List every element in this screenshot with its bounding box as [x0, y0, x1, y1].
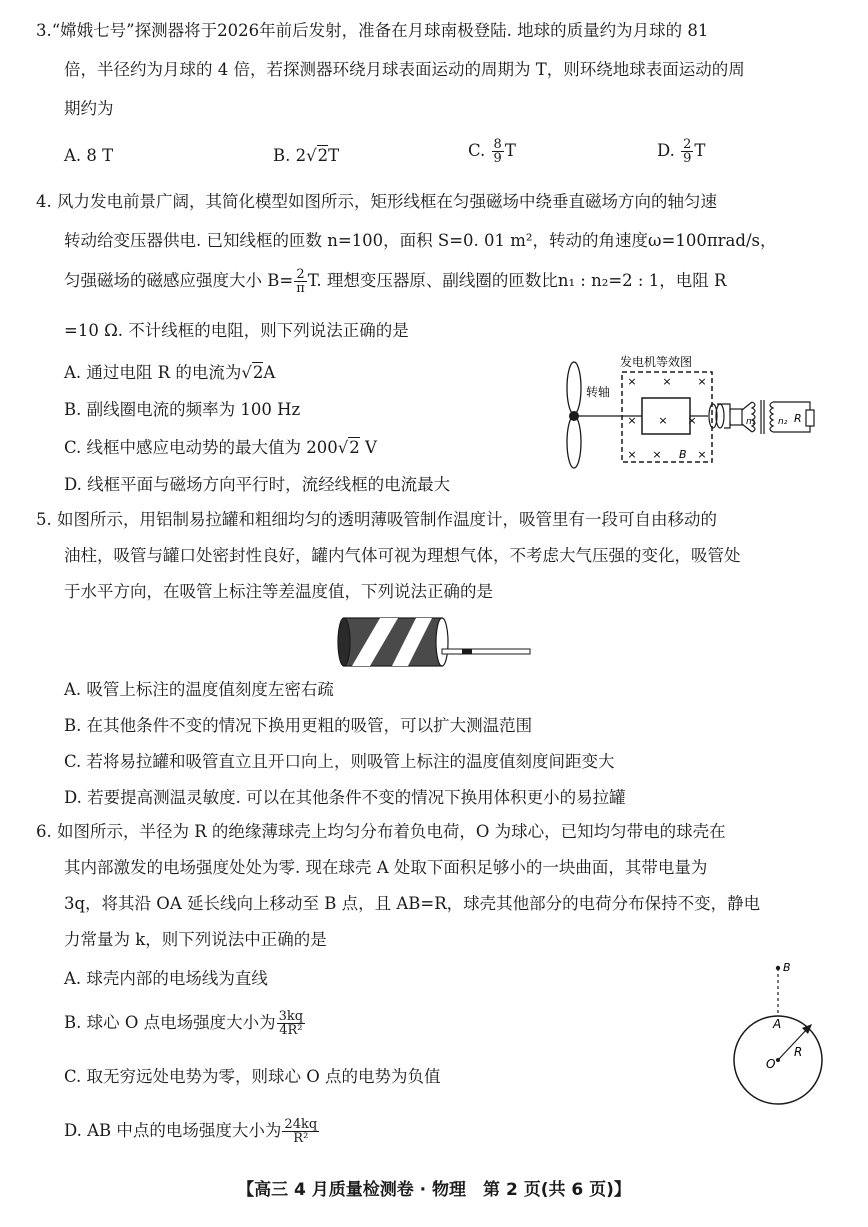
- field-cross-icon: ×: [697, 375, 707, 388]
- can-top: [436, 618, 448, 666]
- q3-option-b: B. 2√2T: [273, 146, 340, 165]
- q5-option-d: D. 若要提高测温灵敏度. 可以在其他条件不变的情况下换用体积更小的易拉罐: [64, 788, 626, 807]
- q4-option-a: A. 通过电阻 R 的电流为√2A: [64, 363, 276, 382]
- secondary-coil: [770, 402, 773, 432]
- wire: [724, 422, 730, 428]
- page-footer: 【高三 4 月质量检测卷 · 物理 第 2 页(共 6 页)】: [237, 1180, 631, 1200]
- q6-stem-line-3: 3q，将其沿 OA 延长线向上移动至 B 点，且 AB=R，球壳其他部分的电荷分布保持不变，静电: [64, 894, 761, 913]
- field-cross-icon: ×: [627, 448, 637, 461]
- label-r: R: [794, 1045, 803, 1059]
- q4-stem-line-1: 4. 风力发电前景广阔，其简化模型如图所示，矩形线框在匀强磁场中绕垂直磁场方向的轴匀速: [36, 192, 717, 211]
- q6-stem-line-1: 6. 如图所示，半径为 R 的绝缘薄球壳上均匀分布着负电荷，O 为球心，已知均匀带电的球壳在: [36, 822, 726, 841]
- field-cross-icon: ×: [697, 448, 707, 461]
- q3-stem-line-1: 3.“嫦娥七号”探测器将于2026年前后发射，准备在月球南极登陆. 地球的质量约为月球的 81: [36, 21, 709, 40]
- q5-option-b: B. 在其他条件不变的情况下换用更粗的吸管，可以扩大测温范围: [64, 716, 533, 735]
- q4-stem-line-3: 匀强磁场的磁感应强度大小 B= $\frac{2}{\pi}$ T. 理想变压器原、副线圈的匝数比n₁ : n₂=2 : 1，电阻 R: [64, 267, 727, 296]
- q4-option-c: C. 线框中感应电动势的最大值为 200√2 V: [64, 438, 377, 457]
- field-cross-icon: ×: [687, 414, 697, 427]
- radius-arrow: [778, 1028, 808, 1060]
- primary-circuit: [730, 409, 742, 425]
- q4-stem-line-4: =10 Ω. 不计线框的电阻，则下列说法正确的是: [64, 321, 409, 340]
- resistor-label: R: [794, 412, 802, 425]
- q3-stem-line-3: 期约为: [64, 99, 114, 118]
- wire: [742, 402, 752, 410]
- q6-option-d: D. AB 中点的电场强度大小为 $\frac{24kq}{\text{R²}}$: [64, 1117, 318, 1146]
- q3-stem-line-2: 倍，半径约为月球的 4 倍，若探测器环绕月球表面运动的周期为 T，则环绕地球表面运动的周: [64, 60, 745, 79]
- point-b: [776, 966, 780, 970]
- can-bottom: [338, 618, 350, 666]
- wire: [773, 402, 810, 410]
- q5-stem-line-1: 5. 如图所示，用铝制易拉罐和粗细均匀的透明薄吸管制作温度计，吸管里有一段可自由移动的: [36, 510, 717, 529]
- q3-option-c: C. $\frac{8}{9}$ T: [468, 137, 516, 166]
- resistor: [806, 410, 814, 426]
- straw: [442, 649, 530, 654]
- field-cross-icon: ×: [627, 414, 637, 427]
- field-cross-icon: ×: [627, 375, 637, 388]
- q3-option-a: A. 8 T: [64, 146, 114, 165]
- label-o: O: [766, 1057, 776, 1071]
- label-a: A: [773, 1017, 782, 1031]
- can-thermometer-figure: [336, 612, 536, 672]
- blade-icon: [567, 362, 581, 414]
- field-cross-icon: ×: [662, 375, 672, 388]
- generator-diagram: [548, 352, 828, 482]
- q4-stem-line-2: 转动给变压器供电. 已知线框的匝数 n=100，面积 S=0. 01 m²，转动的角速度ω=100πrad/s，: [64, 231, 777, 250]
- q5-option-c: C. 若将易拉罐和吸管直立且开口向上，则吸管上标注的温度值刻度间距变大: [64, 752, 615, 771]
- q4-option-b: B. 副线圈电流的频率为 100 Hz: [64, 400, 301, 419]
- q6-stem-line-4: 力常量为 k，则下列说法中正确的是: [64, 930, 327, 949]
- q6-option-c: C. 取无穷远处电势为零，则球心 O 点的电势为负值: [64, 1067, 441, 1086]
- q4-option-d: D. 线框平面与磁场方向平行时，流经线框的电流最大: [64, 475, 451, 494]
- q6-option-b: B. 球心 O 点电场强度大小为 $\frac{3kq}{\text{4R²}}$: [64, 1009, 304, 1038]
- q5-option-a: A. 吸管上标注的温度值刻度左密右疏: [64, 680, 334, 699]
- q3-option-d: D. $\frac{2}{9}$ T: [657, 137, 706, 166]
- generator-figure-title: 发电机等效图: [620, 355, 693, 369]
- charged-shell-figure: [728, 956, 838, 1116]
- field-cross-icon: ×: [652, 448, 662, 461]
- field-b-label: B: [679, 448, 687, 461]
- hub-icon: [569, 411, 579, 421]
- oil-column: [462, 649, 472, 654]
- q5-stem-line-3: 于水平方向，在吸管上标注等差温度值，下列说法正确的是: [64, 582, 493, 601]
- n2-label: n₂: [778, 417, 788, 427]
- q6-option-a: A. 球壳内部的电场线为直线: [64, 969, 268, 988]
- shaft-label: 转轴: [586, 385, 611, 399]
- q5-stem-line-2: 油柱，吸管与罐口处密封性良好，罐内气体可视为理想气体，不考虑大气压强的变化，吸管处: [64, 546, 741, 565]
- field-cross-icon: ×: [658, 414, 668, 427]
- n1-label: n₁: [746, 417, 756, 427]
- label-b: B: [783, 961, 791, 974]
- blade-icon: [567, 416, 581, 468]
- q6-stem-line-2: 其内部激发的电场强度处处为零. 现在球壳 A 处取下面积足够小的一块曲面，其带电量为: [64, 858, 708, 877]
